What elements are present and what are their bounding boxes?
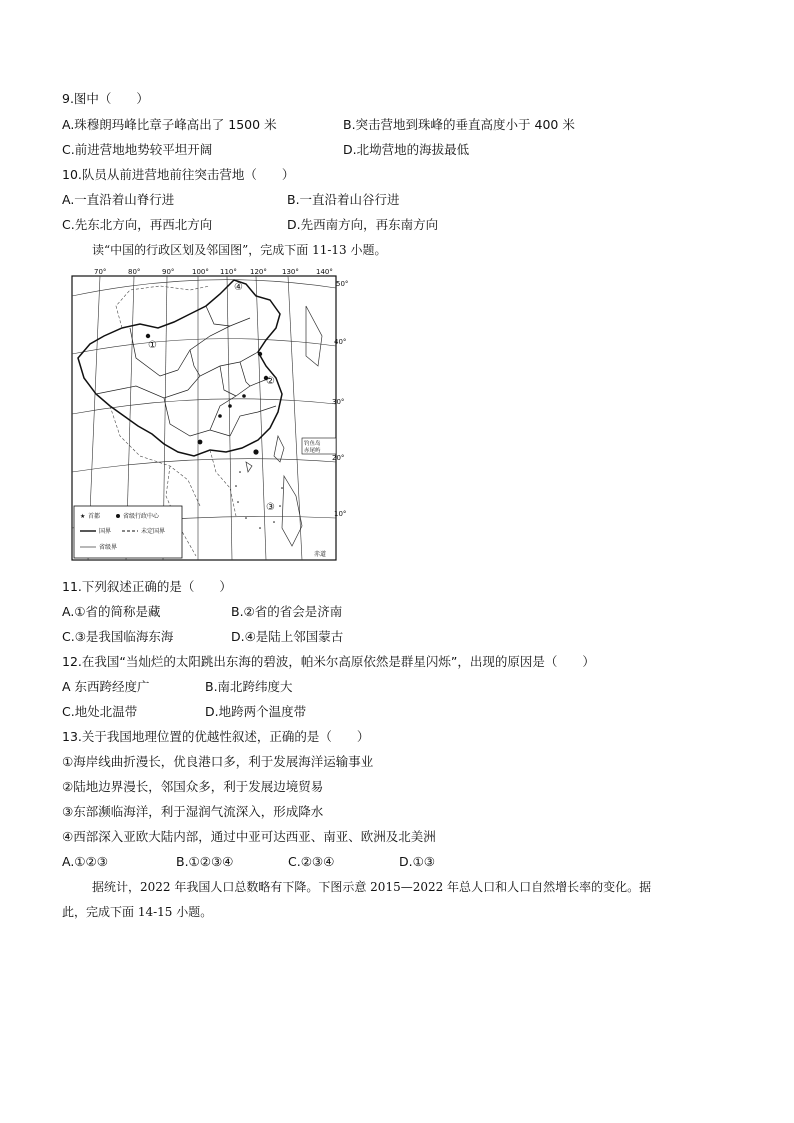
lon-label: 140° <box>316 268 333 276</box>
lat-label: 30° <box>332 398 345 406</box>
q13-statement-1: ①海岸线曲折漫长，优良港口多，利于发展海洋运输事业 <box>62 754 374 769</box>
map-legend <box>74 506 182 558</box>
q9-option-a: A.珠穆朗玛峰比章子峰高出了 1500 米 <box>62 117 277 132</box>
q12-option-d: D.地跨两个温度带 <box>205 704 307 719</box>
q11-option-b: B.②省的省会是济南 <box>231 604 343 619</box>
lon-label: 70° <box>94 268 107 276</box>
legend-undefined-border: 未定国界 <box>141 528 166 535</box>
q13-stem: 13.关于我国地理位置的优越性叙述，正确的是（ ） <box>62 729 370 744</box>
map-marker-4: ④ <box>234 282 243 293</box>
q13-option-b: B.①②③④ <box>176 854 234 869</box>
island-note: 赤尾屿 <box>304 448 321 454</box>
lat-label: 50° <box>336 280 349 288</box>
q9-option-d: D.北坳营地的海拔最低 <box>343 142 470 157</box>
island-note: 钓鱼岛 <box>304 441 321 447</box>
lon-label: 80° <box>128 268 141 276</box>
q12-option-c: C.地处北温带 <box>62 704 138 719</box>
q10-option-d: D.先西南方向，再东南方向 <box>287 217 439 232</box>
lat-label: 40° <box>334 338 347 346</box>
q11-option-a: A.①省的简称是藏 <box>62 604 161 619</box>
equator-label: 赤道 <box>314 551 327 558</box>
q9-option-c: C.前进营地地势较平坦开阔 <box>62 142 213 157</box>
q10-stem: 10.队员从前进营地前往突击营地（ ） <box>62 167 295 182</box>
intro-14-15-line1: 据统计，2022 年我国人口总数略有下降。下图示意 2015—2022 年总人口和人口自然增长率的变化。据 <box>92 880 652 894</box>
lon-label: 120° <box>250 268 267 276</box>
q9-option-b: B.突击营地到珠峰的垂直高度小于 400 米 <box>343 117 575 132</box>
q12-option-a: A 东西跨经度广 <box>62 679 150 694</box>
q13-statement-3: ③东部濒临海洋，利于湿润气流深入，形成降水 <box>62 804 324 819</box>
q13-option-a: A.①②③ <box>62 854 108 869</box>
lon-label: 130° <box>282 268 299 276</box>
q10-option-c: C.先东北方向，再西北方向 <box>62 217 213 232</box>
q13-option-d: D.①③ <box>399 854 436 869</box>
map-marker-3: ③ <box>266 502 275 513</box>
q10-option-b: B.一直沿着山谷行进 <box>287 192 400 207</box>
lon-label: 110° <box>220 268 237 276</box>
intro-14-15-line2: 此，完成下面 14-15 小题。 <box>62 905 213 919</box>
legend-national-border: 国界 <box>99 528 112 535</box>
china-admin-map <box>70 266 349 566</box>
intro-11-13: 读“中国的行政区划及邻国图”，完成下面 11-13 小题。 <box>92 243 387 257</box>
q12-option-b: B.南北跨纬度大 <box>205 679 293 694</box>
map-svg <box>70 266 349 566</box>
q13-option-c: C.②③④ <box>288 854 335 869</box>
q11-stem: 11.下列叙述正确的是（ ） <box>62 579 232 594</box>
q12-stem: 12.在我国“当灿烂的太阳跳出东海的碧波，帕米尔高原依然是群星闪烁”，出现的原因是（ ） <box>62 654 595 669</box>
legend-provincial-border: 省级界 <box>99 544 118 551</box>
q10-option-a: A.一直沿着山脊行进 <box>62 192 175 207</box>
q11-option-c: C.③是我国临海东海 <box>62 629 174 644</box>
map-marker-2: ② <box>266 376 275 387</box>
q11-option-d: D.④是陆上邻国蒙古 <box>231 629 344 644</box>
q13-statement-2: ②陆地边界漫长，邻国众多，利于发展边境贸易 <box>62 779 324 794</box>
lat-label: 10° <box>334 510 347 518</box>
lat-label: 20° <box>332 454 345 462</box>
legend-capital: 首都 <box>88 513 101 520</box>
q9-stem: 9.图中（ ） <box>62 91 149 106</box>
q13-statement-4: ④西部深入亚欧大陆内部，通过中亚可达西亚、南亚、欧洲及北美洲 <box>62 829 436 844</box>
legend-provincial-center: 省级行政中心 <box>123 513 160 520</box>
svg-text:★: ★ <box>80 513 86 520</box>
map-marker-1: ① <box>148 340 157 351</box>
lon-label: 100° <box>192 268 209 276</box>
lon-label: 90° <box>162 268 175 276</box>
